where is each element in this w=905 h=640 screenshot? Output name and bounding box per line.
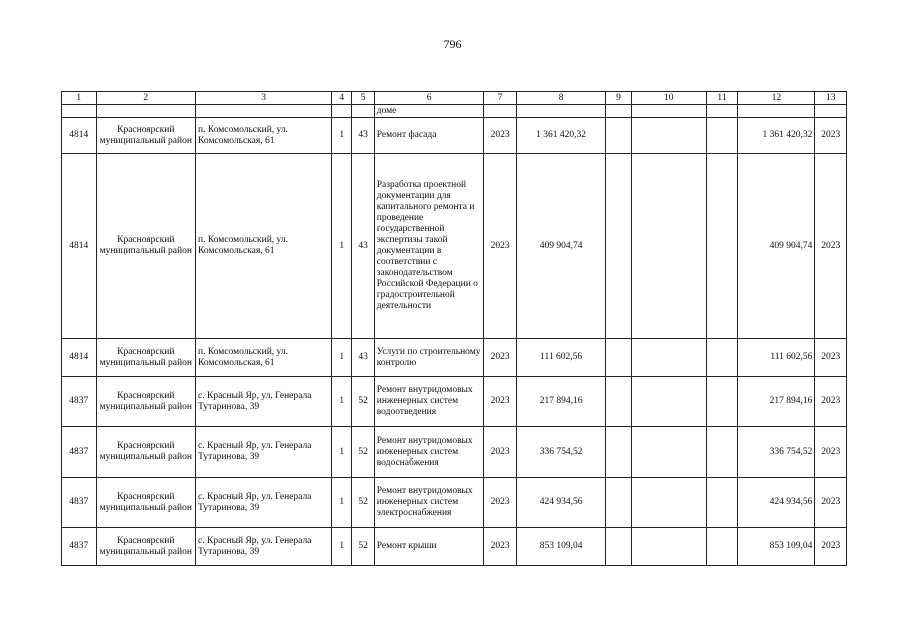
col4-cell: 1 (332, 118, 352, 154)
house-id-cell: 4814 (62, 339, 97, 377)
column-header: 8 (516, 92, 605, 105)
address-cell: п. Комсомольский, ул. Комсомольская, 61 (196, 339, 332, 377)
house-id-cell: 4837 (62, 478, 97, 528)
district-cell: Красноярский муниципальный район (96, 427, 196, 478)
column-header: 4 (332, 92, 352, 105)
cost-cell: 853 109,04 (516, 528, 605, 566)
col10-cell (631, 339, 706, 377)
col11-cell (706, 528, 737, 566)
col4-cell: 1 (332, 339, 352, 377)
district-cell: Красноярский муниципальный район (96, 339, 196, 377)
year-cell: 2023 (484, 377, 516, 427)
year-cell: 2023 (484, 528, 516, 566)
column-header: 9 (606, 92, 631, 105)
column-header: 11 (706, 92, 737, 105)
col9-cell (606, 339, 631, 377)
col5-cell: 43 (352, 118, 374, 154)
table-row (62, 427, 847, 478)
district-cell: Красноярский муниципальный район (96, 118, 196, 154)
column-header: 6 (374, 92, 484, 105)
total-cost-cell: 424 934,56 (738, 478, 815, 528)
col11-cell (706, 339, 737, 377)
col9-cell (606, 528, 631, 566)
address-cell: п. Комсомольский, ул. Комсомольская, 61 (196, 154, 332, 339)
year-cell: 2023 (484, 339, 516, 377)
col4-cell: 1 (332, 154, 352, 339)
col5-cell: 52 (352, 528, 374, 566)
total-cost-cell: 853 109,04 (738, 528, 815, 566)
cost-cell: 336 754,52 (516, 427, 605, 478)
district-cell: Красноярский муниципальный район (96, 478, 196, 528)
total-cost-cell: 217 894,16 (738, 377, 815, 427)
column-header: 1 (62, 92, 97, 105)
work-type-cell: Ремонт фасада (374, 118, 484, 154)
cost-cell: 424 934,56 (516, 478, 605, 528)
col10-cell (631, 427, 706, 478)
cost-cell: 217 894,16 (516, 377, 605, 427)
house-id-cell: 4814 (62, 154, 97, 339)
col11-cell (706, 478, 737, 528)
year-cell: 2023 (484, 154, 516, 339)
column-header: 2 (96, 92, 196, 105)
cost-cell: 409 904,74 (516, 154, 605, 339)
work-type-cell: Ремонт внутридомовых инженерных систем водоснабжения (374, 427, 484, 478)
col9-cell (606, 377, 631, 427)
work-type-cell: Разработка проектной документации для капитального ремонта и проведение государственной экспертизы такой документации в соответствии с законодательством Российской Федерации о градостроительной деятельности (374, 154, 484, 339)
district-cell: Красноярский муниципальный район (96, 154, 196, 339)
col5-cell: 43 (352, 154, 374, 339)
work-type-cell: доме (374, 105, 484, 118)
house-id-cell: 4837 (62, 427, 97, 478)
table-row (62, 377, 847, 427)
page-number: 796 (443, 37, 462, 51)
work-type-cell: Услуги по строительному контролю (374, 339, 484, 377)
col10-cell (631, 478, 706, 528)
col5-cell: 52 (352, 478, 374, 528)
table-row (62, 528, 847, 566)
completion-year-cell: 2023 (815, 154, 847, 339)
col9-cell (606, 118, 631, 154)
completion-year-cell: 2023 (815, 427, 847, 478)
address-cell: с. Красный Яр, ул. Генерала Тутаринова, 39 (196, 377, 332, 427)
year-cell: 2023 (484, 427, 516, 478)
col4-cell: 1 (332, 528, 352, 566)
col9-cell (606, 154, 631, 339)
column-header: 12 (738, 92, 815, 105)
col5-cell: 52 (352, 427, 374, 478)
completion-year-cell: 2023 (815, 528, 847, 566)
column-header: 7 (484, 92, 516, 105)
year-cell: 2023 (484, 478, 516, 528)
column-header: 10 (631, 92, 706, 105)
repair-program-table (61, 91, 847, 566)
col10-cell (631, 377, 706, 427)
col9-cell (606, 478, 631, 528)
house-id-cell: 4837 (62, 377, 97, 427)
col4-cell: 1 (332, 427, 352, 478)
total-cost-cell: 336 754,52 (738, 427, 815, 478)
total-cost-cell: 1 361 420,32 (738, 118, 815, 154)
continuation-row (62, 105, 847, 118)
col5-cell: 52 (352, 377, 374, 427)
year-cell: 2023 (484, 118, 516, 154)
address-cell: с. Красный Яр, ул. Генерала Тутаринова, 39 (196, 528, 332, 566)
house-id-cell: 4837 (62, 528, 97, 566)
table-row (62, 154, 847, 339)
col11-cell (706, 118, 737, 154)
completion-year-cell: 2023 (815, 339, 847, 377)
table-row (62, 118, 847, 154)
col5-cell: 43 (352, 339, 374, 377)
completion-year-cell: 2023 (815, 478, 847, 528)
completion-year-cell: 2023 (815, 377, 847, 427)
work-type-cell: Ремонт крыши (374, 528, 484, 566)
work-type-cell: Ремонт внутридомовых инженерных систем водоотведения (374, 377, 484, 427)
district-cell: Красноярский муниципальный район (96, 377, 196, 427)
column-number-header-row (62, 92, 847, 105)
col4-cell: 1 (332, 478, 352, 528)
work-type-cell: Ремонт внутридомовых инженерных систем электроснабжения (374, 478, 484, 528)
district-cell: Красноярский муниципальный район (96, 528, 196, 566)
house-id-cell: 4814 (62, 118, 97, 154)
table-row (62, 339, 847, 377)
cost-cell: 1 361 420,32 (516, 118, 605, 154)
col10-cell (631, 528, 706, 566)
col11-cell (706, 377, 737, 427)
cost-cell: 111 602,56 (516, 339, 605, 377)
column-header: 5 (352, 92, 374, 105)
column-header: 13 (815, 92, 847, 105)
col11-cell (706, 427, 737, 478)
address-cell: п. Комсомольский, ул. Комсомольская, 61 (196, 118, 332, 154)
total-cost-cell: 409 904,74 (738, 154, 815, 339)
col10-cell (631, 154, 706, 339)
table-row (62, 478, 847, 528)
col10-cell (631, 118, 706, 154)
completion-year-cell: 2023 (815, 118, 847, 154)
address-cell: с. Красный Яр, ул. Генерала Тутаринова, 39 (196, 478, 332, 528)
address-cell: с. Красный Яр, ул. Генерала Тутаринова, 39 (196, 427, 332, 478)
col9-cell (606, 427, 631, 478)
col11-cell (706, 154, 737, 339)
col4-cell: 1 (332, 377, 352, 427)
total-cost-cell: 111 602,56 (738, 339, 815, 377)
column-header: 3 (196, 92, 332, 105)
